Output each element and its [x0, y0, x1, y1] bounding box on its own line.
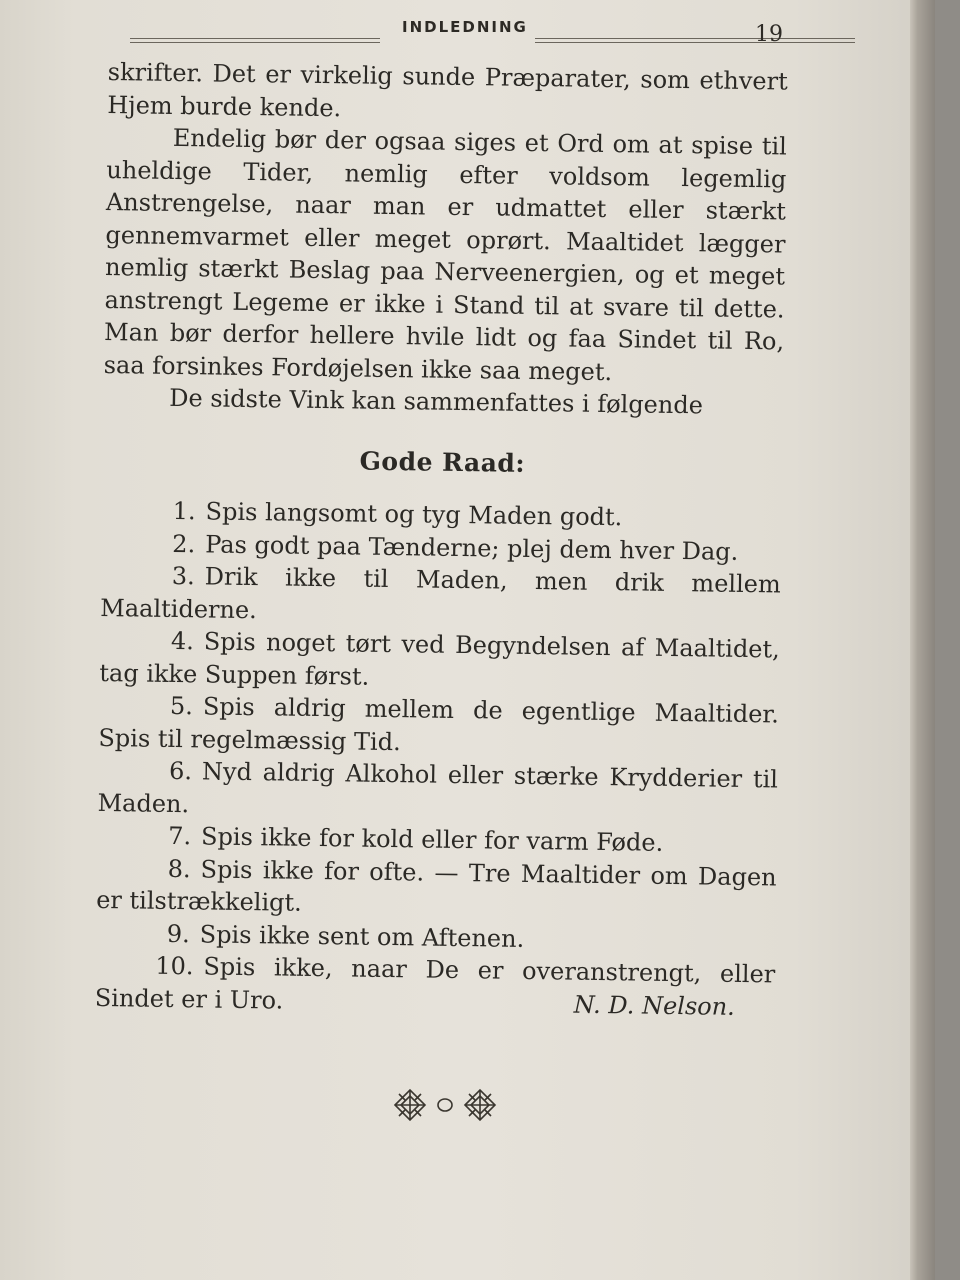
- header-rule: [535, 38, 855, 39]
- list-item: [95, 949, 776, 1023]
- header-rule: [130, 42, 380, 43]
- item-number: 5.: [169, 691, 194, 721]
- item-text: Spis ikke for ofte. — Tre Maaltider om Dagen er tilstrækkeligt.: [96, 854, 777, 917]
- item-number: 8.: [167, 854, 191, 883]
- item-number: 4.: [170, 626, 195, 656]
- item-text: Spis ikke, naar De er overanstrengt, eller Sindet er i Uro.: [94, 952, 776, 1015]
- list-item: [100, 559, 781, 633]
- item-text: Spis ikke sent om Aftenen.: [199, 919, 525, 953]
- advice-list: [95, 494, 782, 1023]
- list-item: [98, 689, 779, 763]
- list-item: [96, 851, 777, 925]
- list-item: [99, 624, 780, 698]
- paragraph: De sidste Vink kan sammenfattes i følgende: [169, 383, 704, 420]
- item-text: Spis langsomt og tyg Maden godt.: [205, 497, 623, 532]
- item-text: Drik ikke til Maden, men drik mellem Maaltiderne.: [100, 562, 781, 624]
- item-text: Pas godt paa Tænderne; plej dem hver Dag.: [205, 529, 739, 566]
- header-rule: [130, 38, 380, 39]
- item-text: Spis ikke for kold eller for varm Føde.: [200, 822, 664, 857]
- signature: N. D. Nelson.: [573, 990, 735, 1021]
- paragraph: skrifter. Det er virkelig sunde Præparater, som ethvert Hjem burde kende.: [107, 57, 788, 122]
- list-item: [97, 754, 778, 828]
- item-number: 1.: [172, 496, 196, 526]
- paragraph: Endelig bør der ogsaa siges et Ord om at spise til uheldige Tider, nemlig efter voldsom legemlig Anstrengelse, naar man er udmattet eller stærkt gennemvarmet eller meget oprørt. Maaltidet lægger nemlig stærkt Beslag paa Nerveenergien, og et meget anstrengt Legeme er ikke i Stand til at svare til dette. Man bør derfor hellere hvile lidt og faa Sindet til Ro, saa forsinkes Fordøjelsen ikke saa meget.: [103, 123, 787, 386]
- item-number: 10.: [155, 951, 194, 981]
- chapter-title: INDLEDNING: [402, 18, 528, 36]
- item-text: Spis aldrig mellem de egentlige Maaltider. Spis til regelmæssig Tid.: [98, 692, 780, 756]
- body-text: [95, 56, 788, 1023]
- running-head: [130, 14, 785, 54]
- item-number: 3.: [171, 561, 195, 591]
- item-number: 6.: [168, 756, 193, 786]
- item-text: Spis noget tørt ved Begyndelsen af Maaltidet, tag ikke Suppen først.: [99, 627, 780, 691]
- item-number: 7.: [168, 821, 192, 851]
- header-rule: [535, 42, 855, 43]
- item-number: 2.: [172, 529, 196, 558]
- section-heading: Gode Raad:: [359, 446, 526, 478]
- page-edge: [910, 0, 935, 1280]
- item-text: Nyd aldrig Alkohol eller stærke Krydderier til Maden.: [97, 757, 779, 818]
- page-number: 19: [755, 22, 783, 47]
- floral-ornament-icon: [385, 1080, 505, 1130]
- item-number: 9.: [166, 919, 190, 948]
